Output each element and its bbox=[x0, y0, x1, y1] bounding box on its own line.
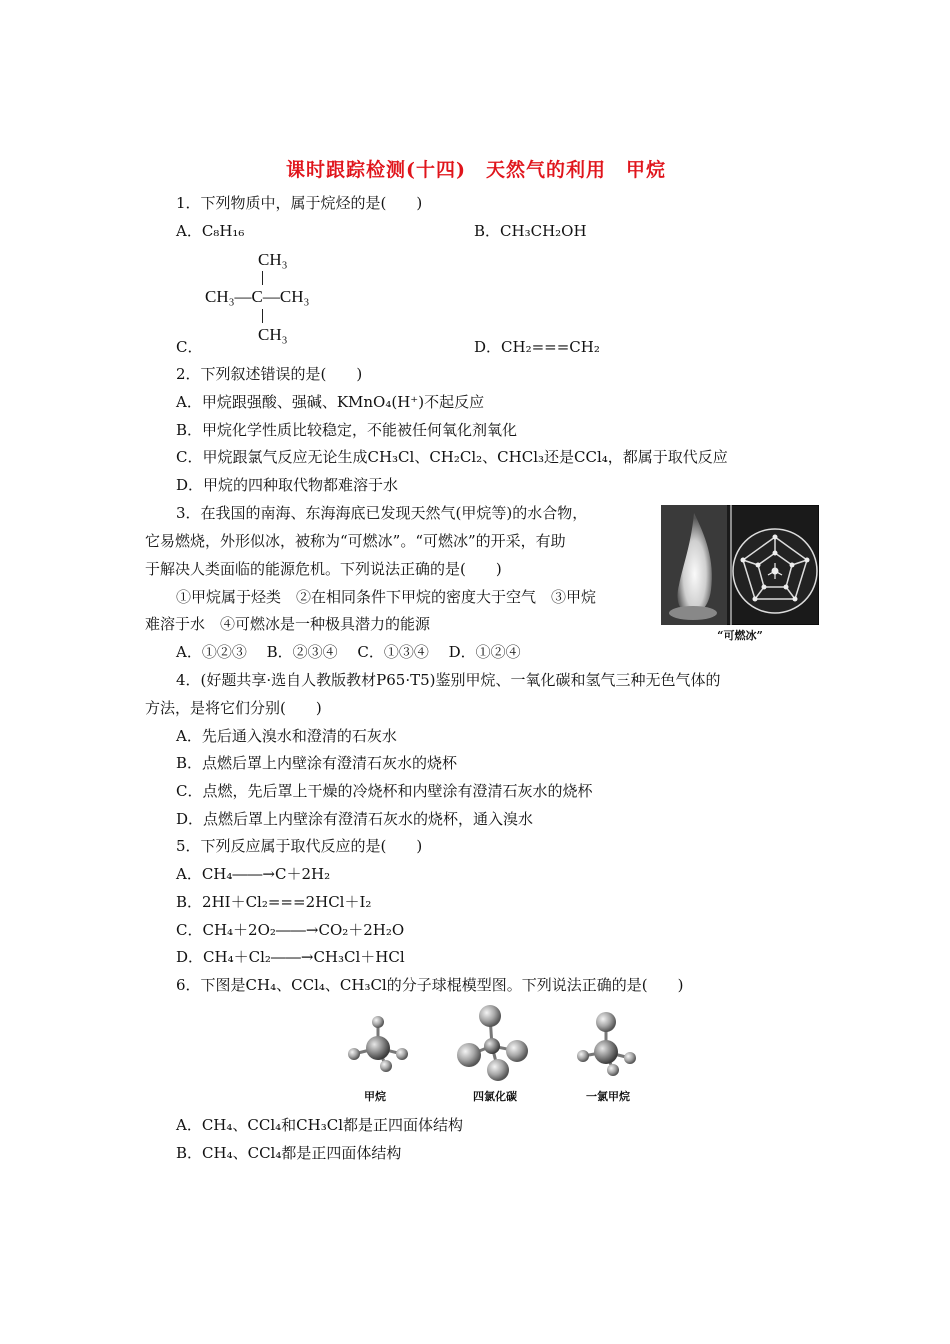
q5-option-a: A．CH₄――→C＋2H₂ bbox=[176, 865, 331, 883]
q6-stem: 6．下图是CH₄、CCl₄、CH₃Cl的分子球棍模型图。下列说法正确的是( ) bbox=[176, 976, 684, 994]
q3-options: A．①②③ B．②③④ C．①③④ D．①②④ bbox=[176, 643, 521, 661]
q2-option-a: A．甲烷跟强酸、强碱、KMnO₄(H⁺)不起反应 bbox=[176, 393, 485, 411]
q1-option-b: B．CH₃CH₂OH bbox=[474, 222, 587, 240]
q5-option-b: B．2HI＋Cl₂===2HCl＋I₂ bbox=[176, 893, 372, 911]
q4-option-b: B．点燃后罩上内壁涂有澄清石灰水的烧杯 bbox=[176, 754, 458, 772]
page-title: 课时跟踪检测(十四) 天然气的利用 甲烷 bbox=[286, 159, 666, 181]
chloromethane-label: 一氯甲烷 bbox=[586, 1090, 630, 1103]
q5-stem: 5．下列反应属于取代反应的是( ) bbox=[176, 837, 423, 855]
carbon-tetrachloride-label: 四氯化碳 bbox=[473, 1090, 517, 1103]
q5-option-c: C．CH₄＋2O₂――→CO₂＋2H₂O bbox=[176, 921, 405, 939]
q1-stem: 1．下列物质中，属于烷烃的是( ) bbox=[176, 194, 423, 212]
q2-option-d: D．甲烷的四种取代物都难溶于水 bbox=[176, 476, 399, 494]
carbon-tetrachloride-model bbox=[457, 1005, 528, 1081]
methane-label: 甲烷 bbox=[364, 1090, 386, 1103]
q6-option-b: B．CH₄、CCl₄都是正四面体结构 bbox=[176, 1144, 402, 1162]
q1-struct-bond-top bbox=[262, 271, 263, 285]
q3-line-1: 3．在我国的南海、东海海底已发现天然气(甲烷等)的水合物， bbox=[176, 504, 588, 522]
q4-line-1: 4．(好题共享·选自人教版教材P65·T5)鉴别甲烷、一氧化碳和氢气三种无色气体的 bbox=[176, 671, 721, 689]
q2-stem: 2．下列叙述错误的是( ) bbox=[176, 365, 363, 383]
q1-option-d: D．CH₂===CH₂ bbox=[474, 338, 600, 356]
q3-line-2: 它易燃烧，外形似冰，被称为“可燃冰”。“可燃冰”的开采，有助 bbox=[145, 532, 566, 550]
q1-option-a: A．C₈H₁₆ bbox=[176, 222, 245, 240]
q1-option-c: C． bbox=[176, 338, 203, 356]
q2-option-b: B．甲烷化学性质比较稳定，不能被任何氧化剂氧化 bbox=[176, 421, 518, 439]
methane-model bbox=[348, 1016, 408, 1072]
q3-line-5: 难溶于水 ④可燃冰是一种极具潜力的能源 bbox=[145, 615, 431, 633]
q5-option-d: D．CH₄＋Cl₂――→CH₃Cl＋HCl bbox=[176, 948, 405, 966]
q6-option-a: A．CH₄、CCl₄和CH₃Cl都是正四面体结构 bbox=[176, 1116, 464, 1134]
chloromethane-model bbox=[577, 1012, 636, 1076]
q1-struct-bottom: CH₃ bbox=[258, 325, 288, 344]
q4-line-2: 方法，是将它们分别( ) bbox=[145, 699, 322, 717]
molecule-models-figure bbox=[330, 1000, 650, 1088]
q2-option-c: C．甲烷跟氯气反应无论生成CH₃Cl、CH₂Cl₂、CHCl₃还是CCl₄，都属于取代反应 bbox=[176, 448, 728, 466]
q3-line-4: ①甲烷属于烃类 ②在相同条件下甲烷的密度大于空气 ③甲烷 bbox=[176, 588, 597, 606]
q4-option-a: A．先后通入溴水和澄清的石灰水 bbox=[176, 727, 397, 745]
combustible-ice-image bbox=[661, 505, 819, 625]
q1-struct-top: CH₃ bbox=[258, 250, 288, 269]
q4-option-c: C．点燃，先后罩上干燥的冷烧杯和内壁涂有澄清石灰水的烧杯 bbox=[176, 782, 593, 800]
q4-option-d: D．点燃后罩上内壁涂有澄清石灰水的烧杯，通入溴水 bbox=[176, 810, 534, 828]
q1-struct-bond-bottom bbox=[262, 309, 263, 323]
combustible-ice-caption: “可燃冰” bbox=[717, 629, 763, 642]
q1-struct-main: CH₃—C—CH₃ bbox=[205, 287, 310, 306]
q3-line-3: 于解决人类面临的能源危机。下列说法正确的是( ) bbox=[145, 560, 502, 578]
